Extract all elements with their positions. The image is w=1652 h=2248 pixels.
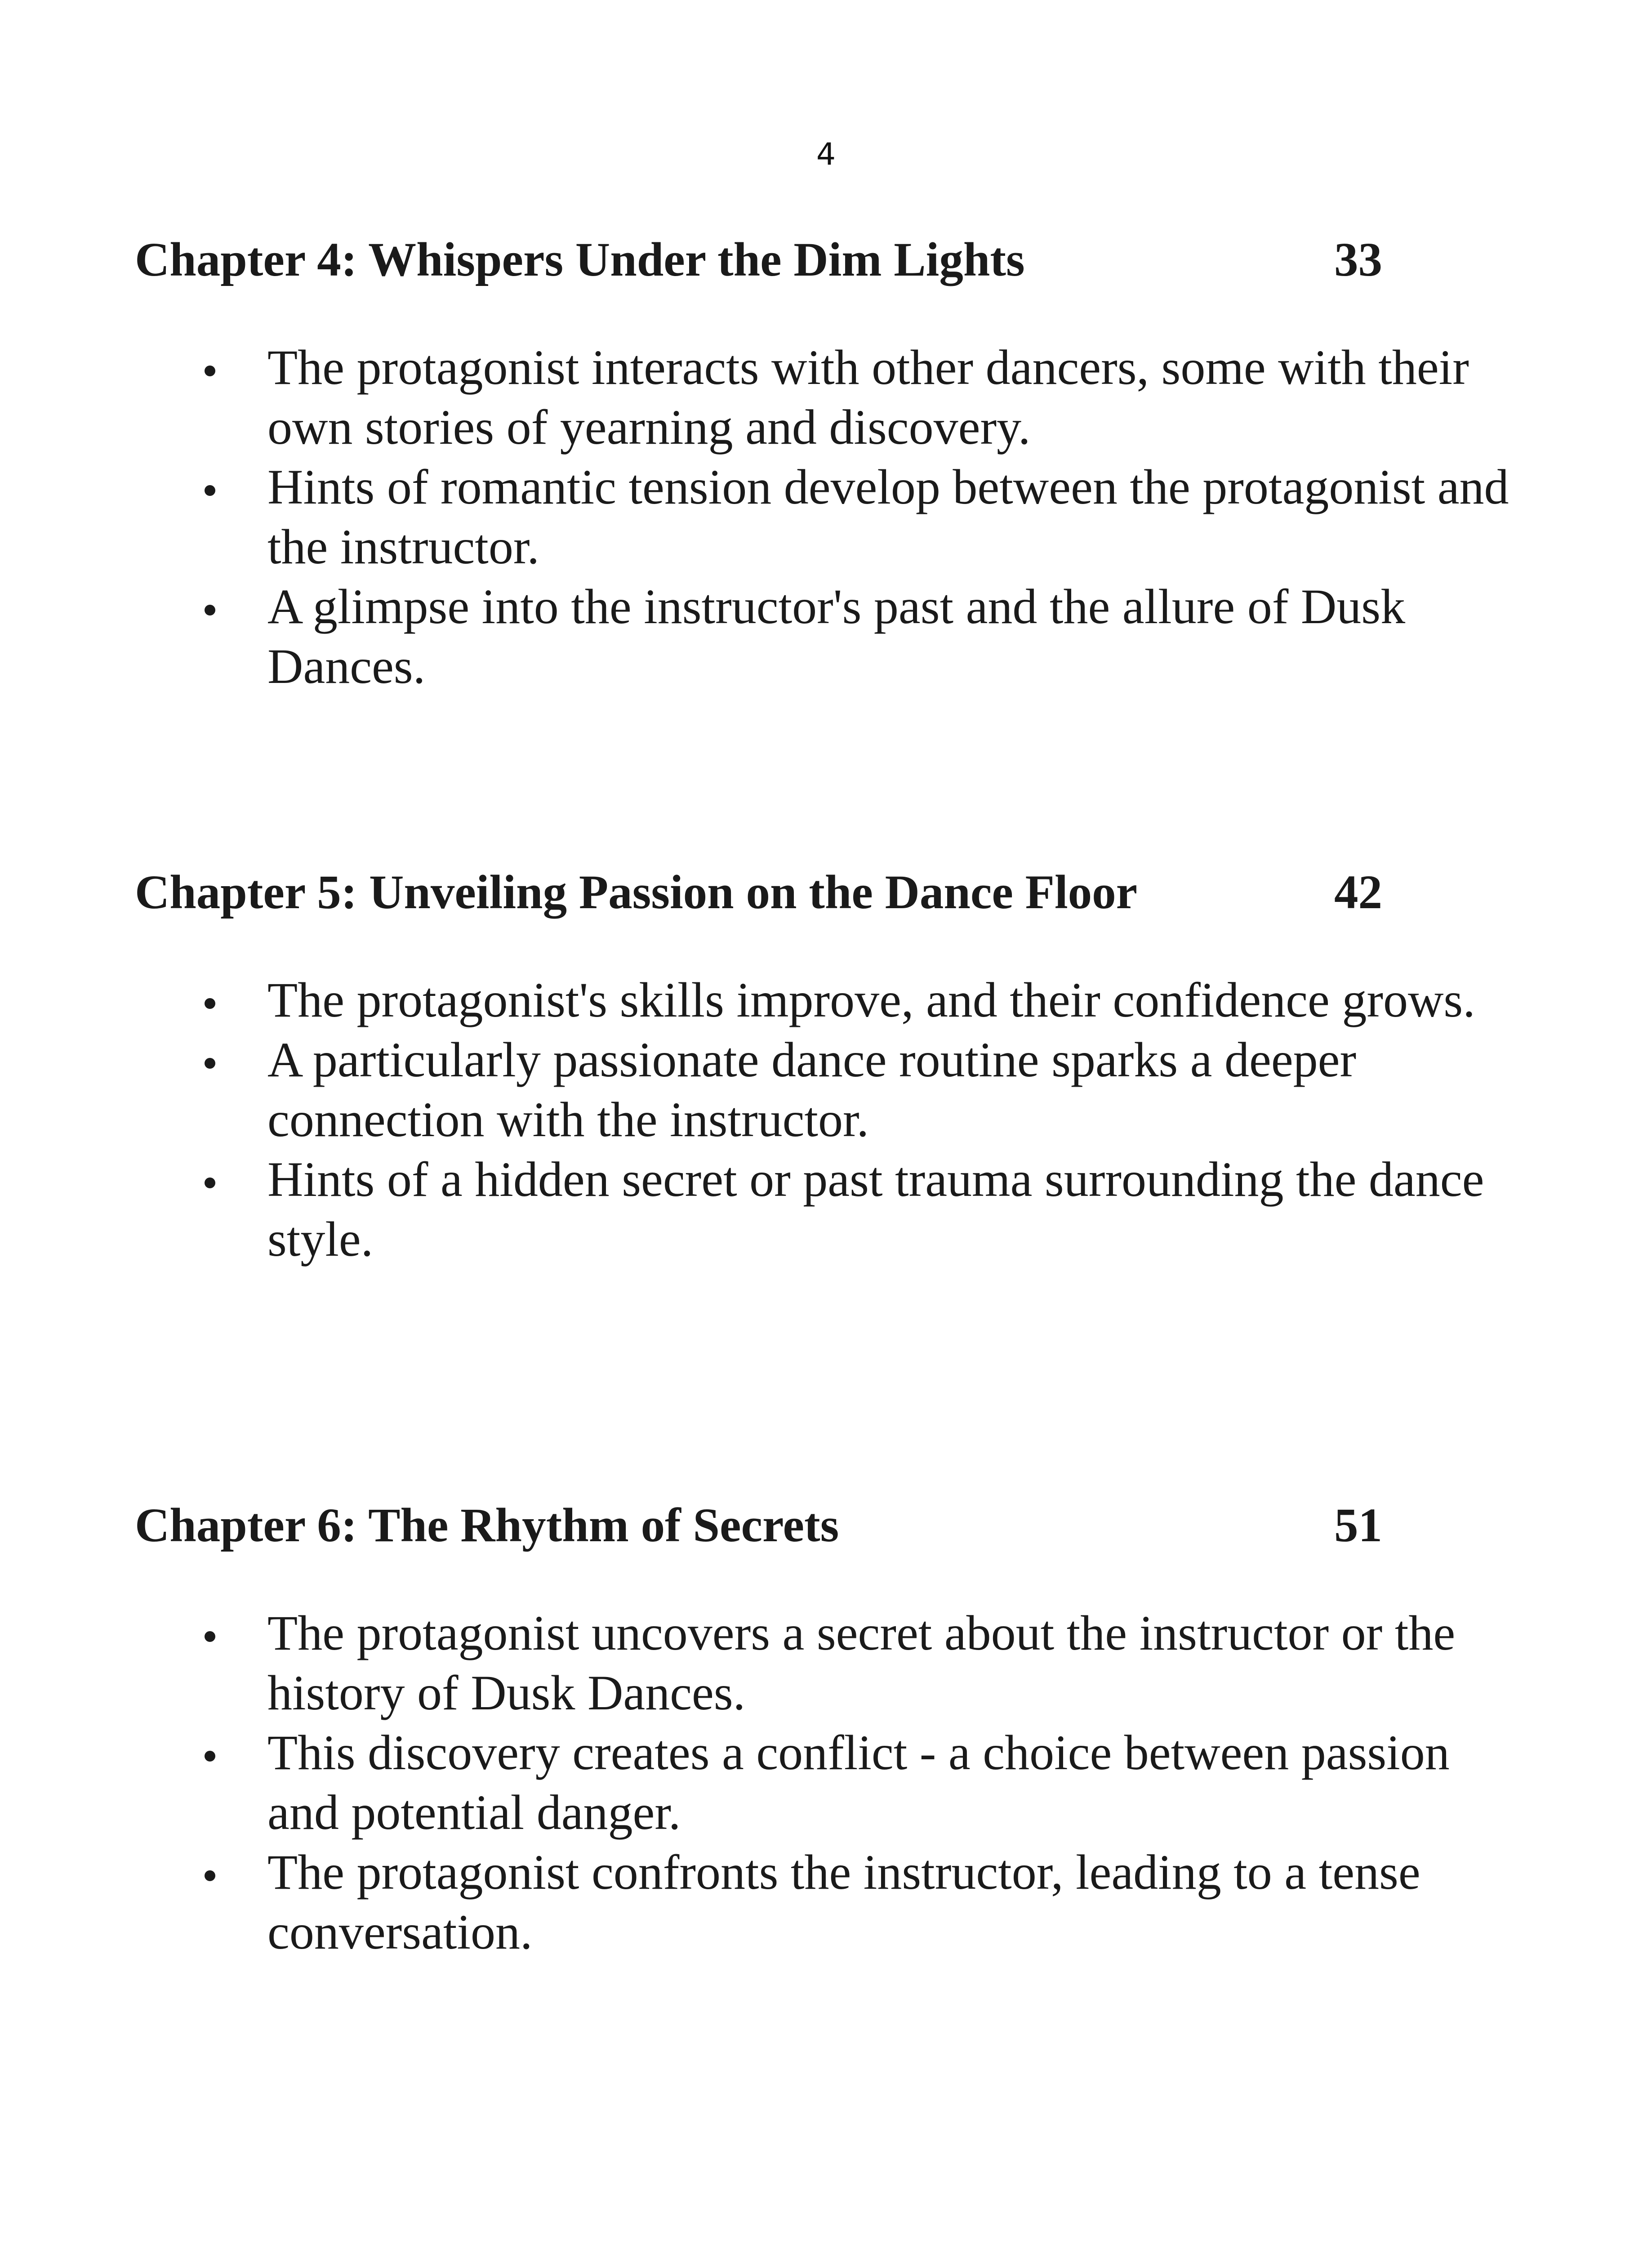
bullet-text: The protagonist's skills improve, and their confidence grows.: [267, 972, 1475, 1027]
bullet-item: [135, 1723, 1519, 1842]
bullet-text: The protagonist interacts with other dancers, some with their own stories of yearning and discovery.: [267, 340, 1469, 455]
bullet-icon: [205, 998, 215, 1009]
chapter-heading: [135, 861, 1519, 924]
bullet-text: The protagonist uncovers a secret about the instructor or the history of Dusk Dances.: [267, 1606, 1456, 1720]
bullet-list: [135, 338, 1519, 696]
bullet-icon: [205, 366, 215, 376]
bullet-icon: [205, 605, 215, 616]
bullet-item: [135, 577, 1519, 696]
bullet-item: [135, 457, 1519, 577]
bullet-text: The protagonist confronts the instructor, leading to a tense conversation.: [267, 1845, 1420, 1959]
bullet-item: [135, 338, 1519, 457]
bullet-text: A particularly passionate dance routine sparks a deeper connection with the instructor.: [267, 1032, 1357, 1147]
bullet-icon: [205, 1870, 215, 1881]
bullet-item: [135, 1842, 1519, 1962]
chapter-title: Chapter 6: The Rhythm of Secrets: [135, 1499, 839, 1552]
chapter-page-number: 51: [1334, 1499, 1382, 1552]
chapter-heading: [135, 1494, 1519, 1557]
bullet-icon: [205, 1058, 215, 1069]
bullet-item: [135, 1603, 1519, 1723]
chapter-section: [135, 228, 1519, 694]
bullet-icon: [205, 1631, 215, 1642]
chapter-heading: [135, 228, 1519, 291]
bullet-icon: [205, 1178, 215, 1188]
bullet-icon: [205, 485, 215, 496]
bullet-icon: [205, 1751, 215, 1762]
chapter-title: Chapter 4: Whispers Under the Dim Lights: [135, 233, 1025, 286]
bullet-list: [135, 970, 1519, 1269]
bullet-text: This discovery creates a conflict - a choice between passion and potential danger.: [267, 1725, 1450, 1840]
chapter-page-number: 42: [1334, 866, 1382, 919]
bullet-list: [135, 1603, 1519, 1962]
chapter-title: Chapter 5: Unveiling Passion on the Dance Floor: [135, 866, 1138, 919]
bullet-text: Hints of romantic tension develop between the protagonist and the instructor.: [267, 459, 1509, 574]
bullet-item: [135, 1030, 1519, 1150]
chapter-page-number: 33: [1334, 233, 1382, 286]
page-number: 4: [816, 137, 836, 172]
chapter-section: [135, 861, 1519, 1267]
bullet-text: Hints of a hidden secret or past trauma surrounding the dance style.: [267, 1152, 1484, 1267]
bullet-item: [135, 1150, 1519, 1269]
chapter-section: [135, 1494, 1519, 1959]
bullet-item: [135, 970, 1519, 1030]
bullet-text: A glimpse into the instructor's past and the allure of Dusk Dances.: [267, 579, 1406, 694]
